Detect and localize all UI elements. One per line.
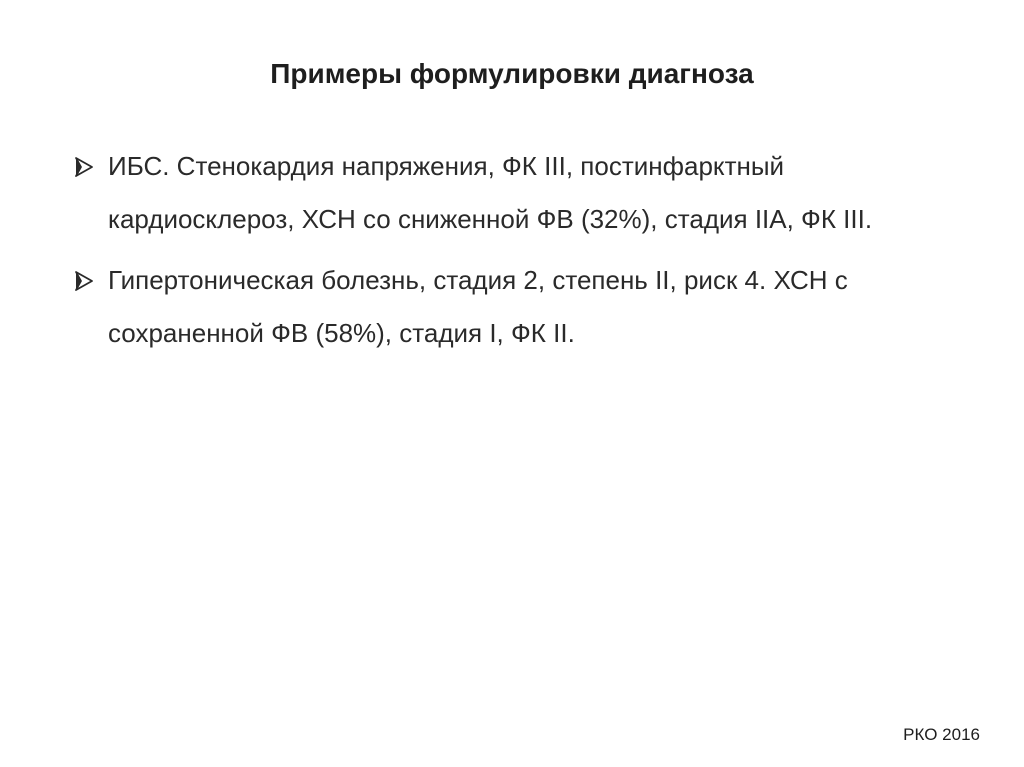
bullet-item bbox=[72, 254, 972, 360]
slide-title: Примеры формулировки диагноза bbox=[270, 58, 754, 89]
bullet-item bbox=[72, 140, 972, 246]
bullet-text: Гипертоническая болезнь, стадия 2, степень II, риск 4. ХСН с сохраненной ФВ (58%), стадия I, ФК II. bbox=[108, 265, 848, 348]
bullet-list bbox=[72, 140, 972, 368]
bullet-text: ИБС. Стенокардия напряжения, ФК III, постинфарктный кардиосклероз, ХСН со сниженной ФВ (32%), стадия IIA, ФК III. bbox=[108, 151, 873, 234]
arrow-bullet-icon bbox=[74, 270, 94, 292]
footer-source: РКО 2016 bbox=[903, 725, 980, 744]
arrow-bullet-icon bbox=[74, 156, 94, 178]
